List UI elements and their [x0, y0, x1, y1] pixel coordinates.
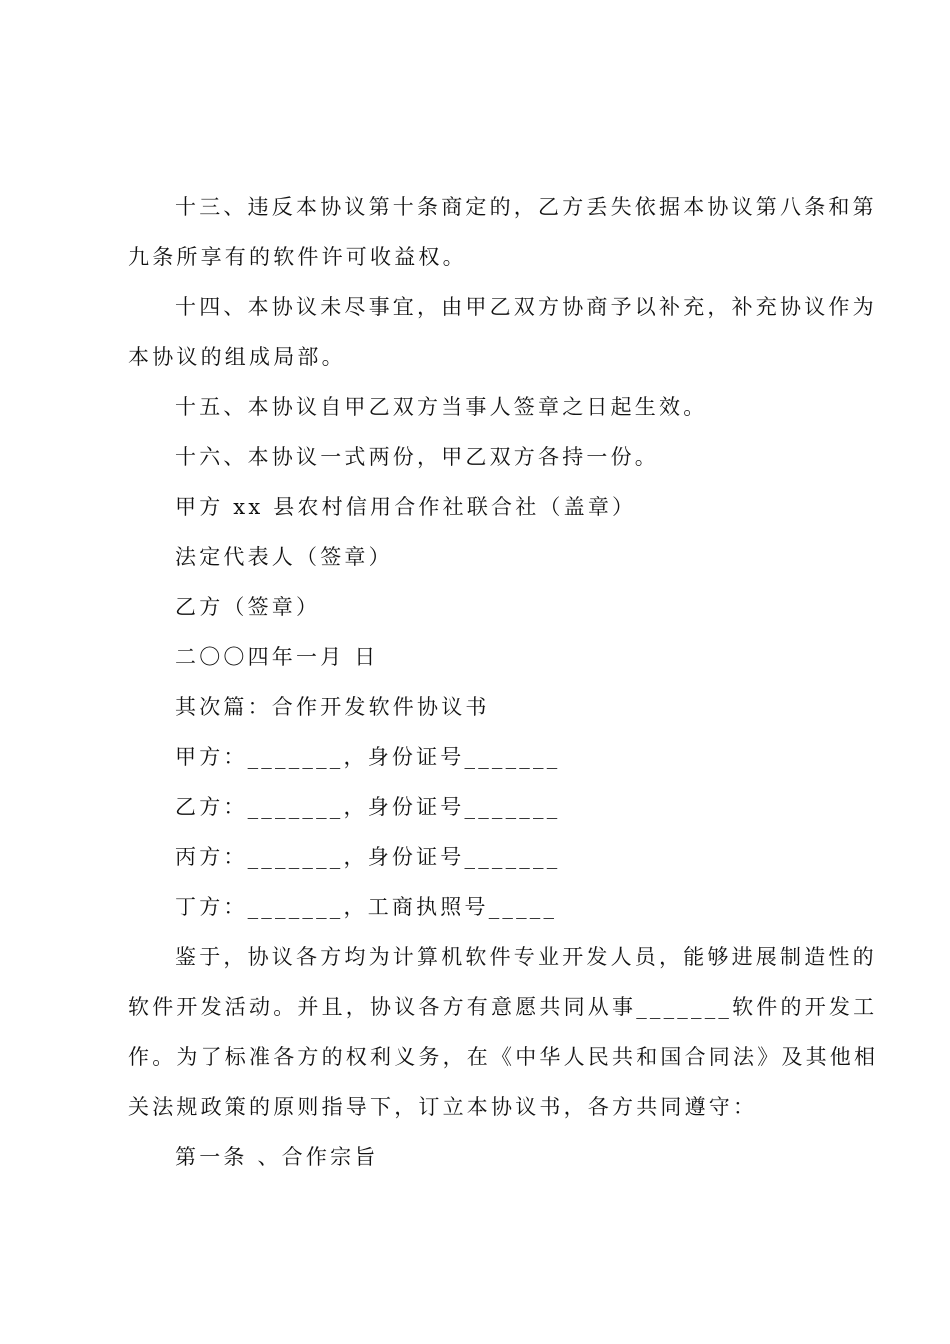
preamble-line-2: 软件开发活动。并且，协议各方有意愿共同从事_______软件的开发工: [128, 995, 878, 1019]
preamble-line-3: 作。为了标准各方的权利义务，在《中华人民共和国合同法》及其他相: [128, 1045, 879, 1069]
clause-13-line-2: 九条所享有的软件许可收益权。: [128, 245, 467, 269]
clause-15: 十五、本协议自甲乙双方当事人签章之日起生效。: [175, 395, 708, 419]
article-1-heading: 第一条 、合作宗旨: [175, 1145, 379, 1169]
signing-date: 二〇〇四年一月 日: [175, 645, 379, 669]
section-title: 其次篇：合作开发软件协议书: [175, 695, 490, 719]
legal-representative-signature: 法定代表人（签章）: [175, 545, 393, 569]
party-c-info: 丙方：_______，身份证号_______: [175, 845, 561, 869]
clause-16: 十六、本协议一式两份，甲乙双方各持一份。: [175, 445, 659, 469]
preamble-line-4: 关法规政策的原则指导下，订立本协议书，各方共同遵守：: [128, 1095, 758, 1119]
clause-14-line-2: 本协议的组成局部。: [128, 345, 346, 369]
party-d-info: 丁方：_______，工商执照号_____: [175, 895, 558, 919]
party-b-info: 乙方：_______，身份证号_______: [175, 795, 561, 819]
party-a-info: 甲方：_______，身份证号_______: [175, 745, 561, 769]
party-a-seal: 甲方 xx 县农村信用合作社联合社（盖章）: [175, 495, 637, 519]
preamble-line-1: 鉴于，协议各方均为计算机软件专业开发人员，能够进展制造性的: [175, 945, 877, 969]
clause-13-line-1: 十三、违反本协议第十条商定的，乙方丢失依据本协议第八条和第: [175, 195, 877, 219]
clause-14-line-1: 十四、本协议未尽事宜，由甲乙双方协商予以补充，补充协议作为: [175, 295, 877, 319]
party-b-signature: 乙方（签章）: [175, 595, 321, 619]
